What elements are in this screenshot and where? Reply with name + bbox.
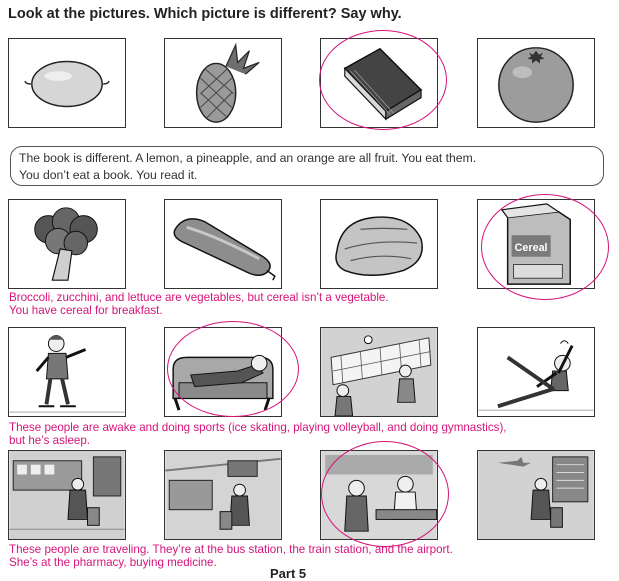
exercise-instruction: Look at the pictures. Which picture is different? Say why. xyxy=(8,6,402,22)
zucchini-picture xyxy=(164,199,282,289)
gymnast-picture xyxy=(477,327,595,417)
lemon-picture xyxy=(8,38,126,128)
row4-answer-line-2: She’s at the pharmacy, buying medicine. xyxy=(9,556,217,569)
example-answer-line-2: You don’t eat a book. You read it. xyxy=(19,168,198,182)
cereal-box-picture xyxy=(477,199,595,289)
pharmacy-picture xyxy=(320,450,438,540)
book-picture xyxy=(320,38,438,128)
orange-picture xyxy=(477,38,595,128)
example-answer-line-1: The book is different. A lemon, a pineapple, and an orange are all fruit. You eat them. xyxy=(19,151,477,165)
cereal-box-label: Cereal xyxy=(514,241,548,254)
boy-sleeping-on-sofa-picture xyxy=(164,327,282,417)
ice-skater-picture xyxy=(8,327,126,417)
next-part-heading: Part 5 xyxy=(270,566,307,581)
train-station-picture xyxy=(164,450,282,540)
example-answer-box xyxy=(10,146,604,186)
row3-answer-line-1: These people are awake and doing sports (ice skating, playing volleyball, and doing gymnastics), xyxy=(9,421,507,434)
lettuce-picture xyxy=(320,199,438,289)
row2-answer-line-2: You have cereal for breakfast. xyxy=(9,304,163,317)
airport-picture xyxy=(477,450,595,540)
row4-answer-line-1: These people are traveling. They’re at the bus station, the train station, and the airport. xyxy=(9,543,453,556)
pineapple-picture xyxy=(164,38,282,128)
volleyball-players-picture xyxy=(320,327,438,417)
row3-answer-line-2: but he’s asleep. xyxy=(9,434,91,447)
broccoli-picture xyxy=(8,199,126,289)
row2-answer-line-1: Broccoli, zucchini, and lettuce are vegetables, but cereal isn’t a vegetable. xyxy=(9,291,389,304)
bus-station-picture xyxy=(8,450,126,540)
